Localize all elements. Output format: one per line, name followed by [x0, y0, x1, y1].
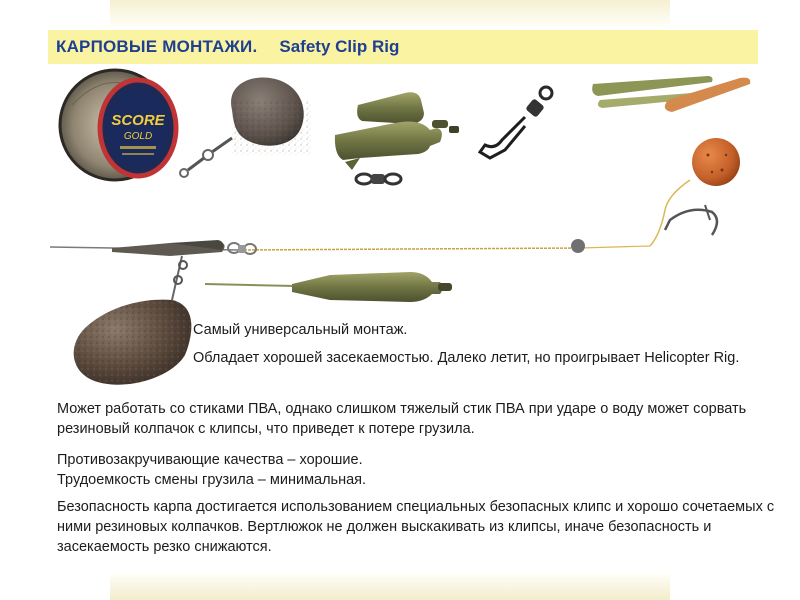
rig-bead	[571, 239, 585, 253]
paragraph-lead-change: Трудоемкость смены грузила – минимальная.	[57, 472, 367, 488]
quick-change-swivel-image	[480, 87, 552, 158]
anti-tangle-sleeves-image	[592, 76, 750, 112]
paragraph-pva: Может работать со стиками ПВА, однако слишком тяжелый стик ПВА при ударе о воду может сорвать резиновый колпачок с клипсы, что приведет к потере грузила.	[57, 401, 747, 437]
rig-swivel	[228, 243, 256, 254]
rig-tail-rubber	[112, 240, 225, 256]
swivel-image	[356, 174, 401, 184]
spool-product: GOLD	[123, 131, 153, 142]
paragraph-hooking: Обладает хорошей засекаемостью. Далеко летит, но проигрывает Helicopter Rig.	[193, 350, 740, 366]
line-spool-image	[60, 70, 176, 180]
paragraph-safety: Безопасность карпа достигается использованием специальных безопасных клипс и хорошо сочетаемых с ними резиновых колпачков. Вертлюжок не должен выскакивать из клипсы, иначе безопасность и засекаемость резко снижаются.	[57, 499, 775, 555]
rig-safety-clip	[205, 272, 452, 302]
hook-and-boilie	[650, 138, 740, 246]
paragraph-universal: Самый универсальный монтаж.	[193, 322, 408, 338]
page-subtitle: Safety Clip Rig	[279, 37, 400, 56]
rig-lead-weight	[74, 256, 192, 385]
spool-brand: SCORE	[111, 112, 165, 129]
paragraph-anti-tangle: Противозакручивающие качества – хорошие.	[57, 452, 363, 468]
pear-lead-image	[180, 77, 312, 177]
tail-rubber-image	[357, 92, 424, 124]
page-title: КАРПОВЫЕ МОНТАЖИ.	[56, 37, 258, 56]
safety-clip-image	[335, 120, 459, 170]
